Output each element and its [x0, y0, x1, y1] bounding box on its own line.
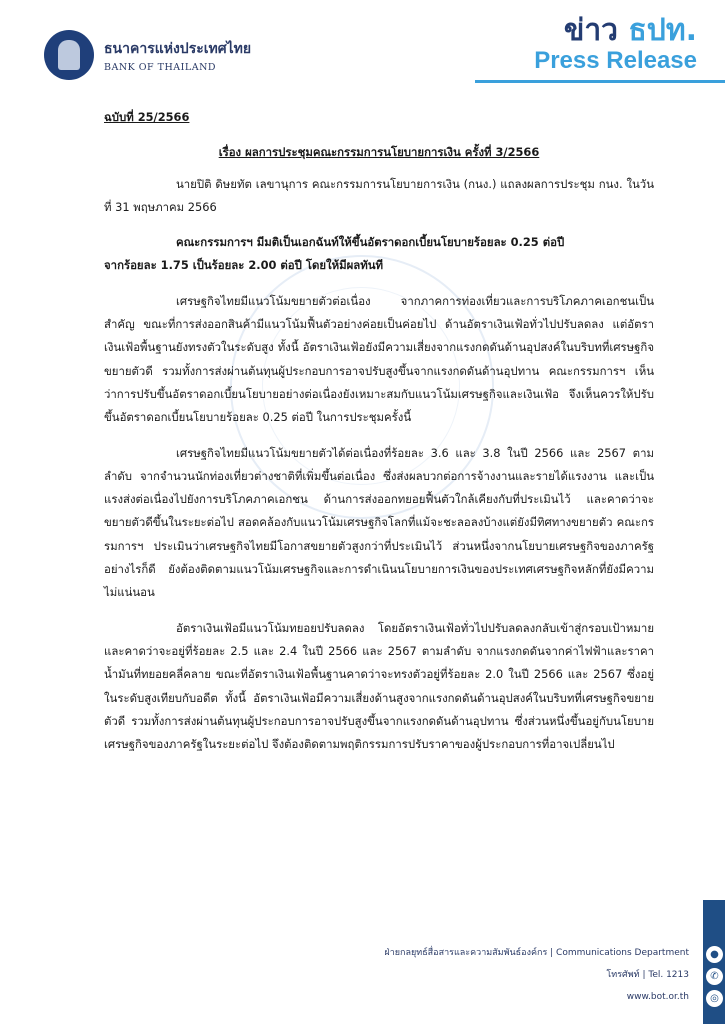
document-body	[104, 106, 654, 756]
issue-number: ฉบับที่ 25/2566	[104, 110, 190, 124]
press-prefix: ข่าว	[563, 13, 629, 48]
org-names	[104, 38, 251, 73]
decision-headline	[104, 231, 654, 278]
press-release-banner	[534, 14, 697, 74]
paragraph-inflation: อัตราเงินเฟ้อมีแนวโน้มทยอยปรับลดลง โดยอัตราเงินเฟ้อทั่วไปปรับลดลงกลับเข้าสู่กรอบเป้าหมายและคาดว่าจะอยู่ที่ร้อยละ 2.5 และ 2.4 ในปี 2566 และ 2567 ตามลำดับ จากแรงกดดันจากค่าไฟฟ้าและราคาน้ำมันที่ทยอยคลี่คลาย ขณะที่อัตราเงินเฟ้อพื้นฐานคาดว่าจะทรงตัวอยู่ที่ร้อยละ 2.0 ในปี 2566 และ 2567 ซึ่งอยู่ในระดับสูงเทียบกับอดีต ทั้งนี้ อัตราเงินเฟ้อมีความเสี่ยงด้านสูงจากแรงกดดันด้านอุปสงค์ในบริบทที่เศรษฐกิจขยายตัวดี รวมทั้งการส่งผ่านต้นทุนผู้ประกอบการอาจปรับสูงขึ้นจากแรงกดดันด้านอุปทาน ซึ่งส่วนหนึ่งขึ้นอยู่กับนโยบายเศรษฐกิจของภาครัฐในระยะต่อไป จึงต้องติดตามพฤติกรรมการปรับราคาของผู้ประกอบการที่อาจเปลี่ยนไป	[104, 620, 654, 752]
phone-icon: ✆	[706, 968, 723, 985]
press-title-en: Press Release	[534, 47, 697, 74]
paragraph-growth: เศรษฐกิจไทยมีแนวโน้มขยายตัวได้ต่อเนื่องที่ร้อยละ 3.6 และ 3.8 ในปี 2566 และ 2567 ตามลำดับ จากจำนวนนักท่องเที่ยวต่างชาติที่เพิ่มขึ้นต่อเนื่อง ซึ่งส่งผลบวกต่อการจ้างงานและรายได้แรงงาน และเป็นแรงส่งต่อเนื่องไปยังการบริโภคภาคเอกชน ด้านการส่งออกทยอยฟื้นตัวใกล้เคียงกับที่ประเมินไว้ และคาดว่าจะขยายตัวดีขึ้นในระยะต่อไป สอดคล้องกับแนวโน้มเศรษฐกิจโลกที่แม้จะชะลอลงบ้างแต่ยังมีทิศทางขยายตัว คณะกรรมการฯ ประเมินว่าเศรษฐกิจไทยมีโอกาสขยายตัวสูงกว่าที่ประเมินไว้ ส่วนหนึ่งจากนโยบายเศรษฐกิจของภาครัฐ อย่างไรก็ดี ยังต้องติดตามแนวโน้มเศรษฐกิจและการดำเนินนโยบายการเงินของประเทศเศรษฐกิจหลักที่ยังมีความไม่แน่นอน	[104, 445, 654, 600]
header-rule	[475, 80, 725, 83]
footer-phone: โทรศัพท์ | Tel. 1213	[606, 970, 689, 980]
footer-department: ฝ่ายกลยุทธ์สื่อสารและความสัมพันธ์องค์กร | Communications Department	[384, 948, 689, 958]
press-title-th	[534, 14, 697, 48]
person-icon: ●	[706, 946, 723, 963]
headline-line-1: คณะกรรมการฯ มีมติเป็นเอกฉันท์ให้ขึ้นอัตราดอกเบี้ยนโยบายร้อยละ 0.25 ต่อปี	[176, 235, 565, 250]
bot-logo	[44, 30, 251, 80]
footer-website[interactable]: www.bot.or.th	[626, 992, 689, 1002]
bot-seal-icon	[44, 30, 94, 80]
paragraph-economy-outlook: เศรษฐกิจไทยมีแนวโน้มขยายตัวต่อเนื่อง จากภาคการท่องเที่ยวและการบริโภคภาคเอกชนเป็นสำคัญ ขณะที่การส่งออกสินค้ามีแนวโน้มฟื้นตัวอย่างค่อยเป็นค่อยไป ด้านอัตราเงินเฟ้อทั่วไปปรับลดลง แต่อัตราเงินเฟ้อพื้นฐานยังทรงตัวในระดับสูง ทั้งนี้ อัตราเงินเฟ้อยังมีความเสี่ยงจากแรงกดดันด้านอุปสงค์ในบริบทที่เศรษฐกิจขยายตัวดี รวมทั้งการส่งผ่านต้นทุนผู้ประกอบการอาจปรับสูงขึ้นจากแรงกดดันด้านอุปทาน คณะกรรมการฯ เห็นว่าการปรับขึ้นอัตราดอกเบี้ยนโยบายอย่างต่อเนื่องยังเหมาะสมกับแนวโน้มเศรษฐกิจและเงินเฟ้อ จึงเห็นควรให้ปรับขึ้นอัตราดอกเบี้ยนโยบายร้อยละ 0.25 ต่อปี ในการประชุมครั้งนี้	[104, 293, 654, 425]
globe-icon: ◎	[706, 990, 723, 1007]
org-name-th: ธนาคารแห่งประเทศไทย	[104, 40, 252, 57]
press-bot: ธปท.	[628, 13, 697, 48]
footer-contact	[384, 942, 689, 1008]
org-name-en: BANK OF THAILAND	[104, 61, 217, 73]
document-subject: เรื่อง ผลการประชุมคณะกรรมการนโยบายการเงิน ครั้งที่ 3/2566	[218, 145, 540, 160]
intro-paragraph: นายปิติ ดิษยทัต เลขานุการ คณะกรรมการนโยบายการเงิน (กนง.) แถลงผลการประชุม กนง. ในวันที่ 31 พฤษภาคม 2566	[104, 176, 654, 214]
contact-sidebar	[703, 900, 725, 1024]
headline-line-2: จากร้อยละ 1.75 เป็นร้อยละ 2.00 ต่อปี โดยให้มีผลทันที	[104, 258, 384, 273]
